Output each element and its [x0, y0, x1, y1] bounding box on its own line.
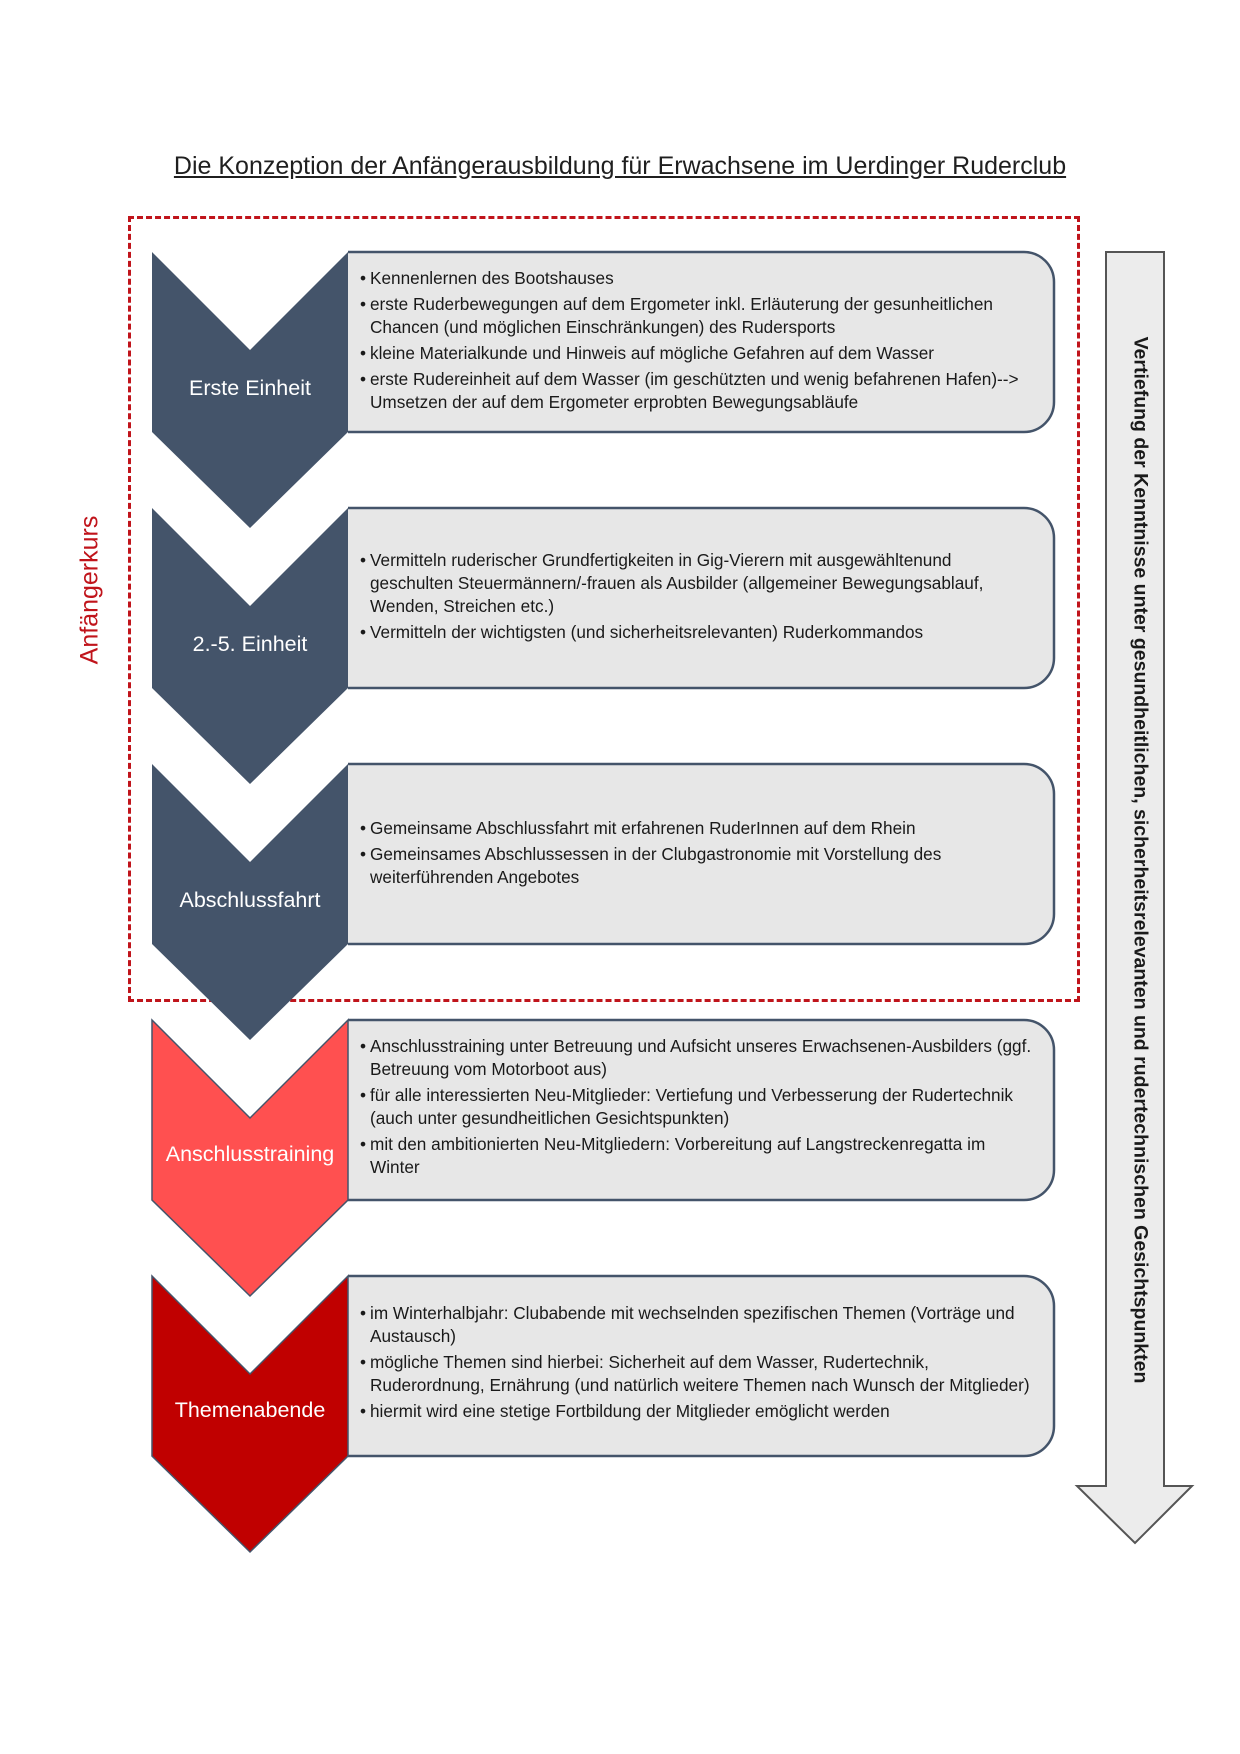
stage-4-item: • Anschlusstraining unter Betreuung und Aufsicht unseres Erwachsenen-Ausbilders (ggf. Betreuung vom Motorboot aus)	[360, 1035, 1038, 1081]
stage-2-card	[348, 508, 1054, 688]
stage-3-item: • Gemeinsames Abschlussessen in der Clubgastronomie mit Vorstellung des weiterführenden Angebotes	[360, 843, 1038, 889]
stage-4-label: Anschlusstraining	[165, 1142, 335, 1166]
stage-4-item: • für alle interessierten Neu-Mitglieder: Vertiefung und Verbesserung der Rudertechnik (auch unter gesundheitlichen Gesichtspunkten)	[360, 1084, 1038, 1130]
stage-2-label: 2.-5. Einheit	[192, 632, 308, 656]
stage-3-label: Abschlussfahrt	[179, 888, 321, 912]
stage-2-list	[360, 549, 1038, 647]
anfaengerkurs-label: Anfängerkurs	[75, 515, 104, 665]
stage-5-item: • mögliche Themen sind hierbei: Sicherheit auf dem Wasser, Rudertechnik, Ruderordnung, Ernährung (und natürlich weitere Themen nach Wunsch der Mitglieder)	[360, 1351, 1038, 1397]
stage-3-card	[348, 764, 1054, 944]
stage-5-card	[348, 1274, 1054, 1454]
stage-4-card	[348, 1018, 1054, 1198]
side-arrow-text: Vertiefung der Kenntnisse unter gesundheitlichen, sicherheitsrelevanten und rudertechnischen Gesichtspunkten	[1129, 336, 1152, 1384]
stage-1-card	[348, 252, 1054, 432]
stage-1-label: Erste Einheit	[189, 376, 311, 400]
stage-1-item: • erste Ruderbewegungen auf dem Ergometer inkl. Erläuterung der gesunheitlichen Chancen (und möglichen Einschränkungen) des Rudersports	[360, 293, 1038, 339]
stage-3-item: • Gemeinsame Abschlussfahrt mit erfahrenen RuderInnen auf dem Rhein	[360, 817, 1038, 840]
stage-1-item: • erste Rudereinheit auf dem Wasser (im geschützten und wenig befahrenen Hafen)--> Umsetzen der auf dem Ergometer erprobten Bewegungsabläufe	[360, 368, 1038, 414]
stage-4-list	[360, 1035, 1038, 1182]
stage-5-item: • hiermit wird eine stetige Fortbildung der Mitglieder emöglicht werden	[360, 1400, 1038, 1423]
stage-1-item: • kleine Materialkunde und Hinweis auf mögliche Gefahren auf dem Wasser	[360, 342, 1038, 365]
page-title: Die Konzeption der Anfängerausbildung für Erwachsene im Uerdinger Ruderclub	[173, 152, 1067, 180]
stage-1-item: • Kennenlernen des Bootshauses	[360, 267, 1038, 290]
stage-5-label: Themenabende	[174, 1398, 326, 1422]
stage-2-item: • Vermitteln ruderischer Grundfertigkeiten in Gig-Vierern mit ausgewähltenund geschulten Steuermännern/-frauen als Ausbilder (allgemeiner Bewegungsablauf, Wenden, Streichen etc.)	[360, 549, 1038, 618]
stage-4-item: • mit den ambitionierten Neu-Mitgliedern: Vorbereitung auf Langstreckenregatta im Winter	[360, 1133, 1038, 1179]
stage-5-list	[360, 1302, 1038, 1426]
stage-3-list	[360, 817, 1038, 892]
stage-1-list	[360, 267, 1038, 417]
stage-2-item: • Vermitteln der wichtigsten (und sicherheitsrelevanten) Ruderkommandos	[360, 621, 1038, 644]
stage-5-item: • im Winterhalbjahr: Clubabende mit wechselnden spezifischen Themen (Vorträge und Austausch)	[360, 1302, 1038, 1348]
